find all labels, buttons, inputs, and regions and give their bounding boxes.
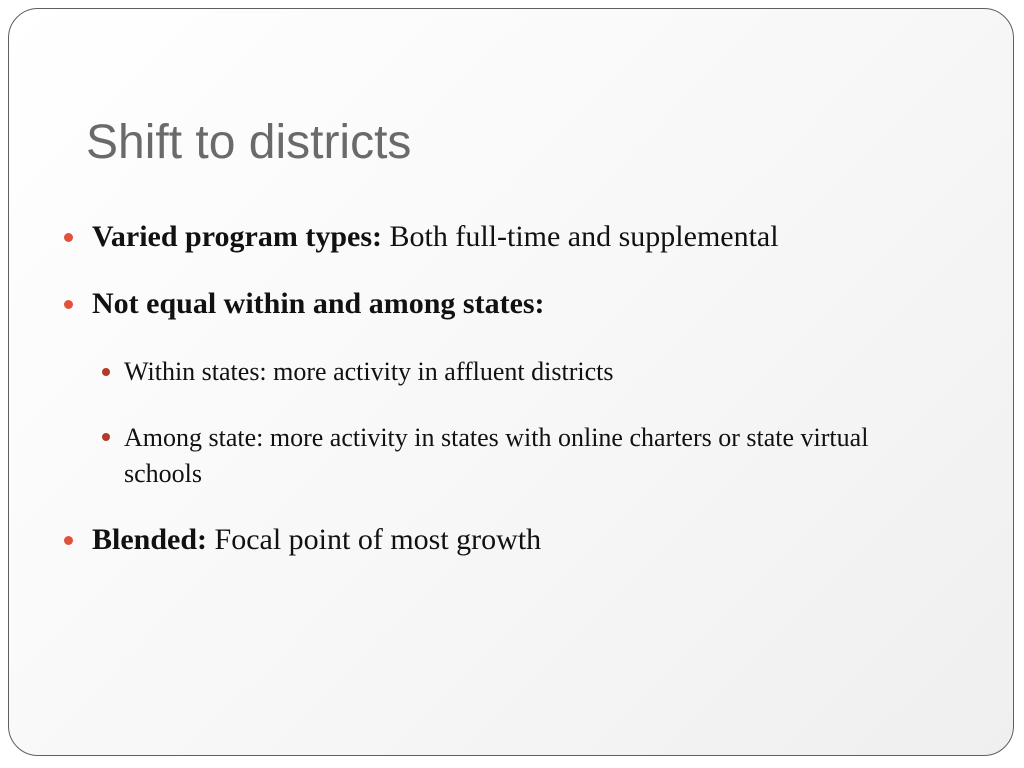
bullet-dot-icon	[64, 233, 73, 242]
bullet-dot-icon	[64, 300, 73, 309]
bullet-bold-label: Blended:	[92, 523, 208, 556]
bullet-text: Focal point of most growth	[207, 523, 542, 556]
sub-bullet-dot-icon	[102, 433, 110, 441]
bullet-text: Both full-time and supplemental	[381, 220, 779, 253]
sub-bullet-item-among-state	[124, 420, 934, 492]
bullet-item-not-equal	[92, 286, 545, 322]
bullet-bold-label: Not equal within and among states:	[92, 287, 545, 320]
bullet-dot-icon	[64, 536, 73, 545]
sub-bullet-item-within-states	[124, 355, 934, 389]
bullet-item-varied-program-types	[92, 219, 779, 255]
sub-bullet-dot-icon	[102, 368, 110, 376]
sub-bullet-text: Within states: more activity in affluent districts	[124, 357, 614, 386]
slide-title: Shift to districts	[86, 116, 412, 169]
sub-bullet-text: Among state: more activity in states with online charters or state virtual schools	[124, 423, 869, 488]
bullet-bold-label: Varied program types:	[92, 220, 382, 253]
bullet-item-blended	[92, 522, 541, 558]
